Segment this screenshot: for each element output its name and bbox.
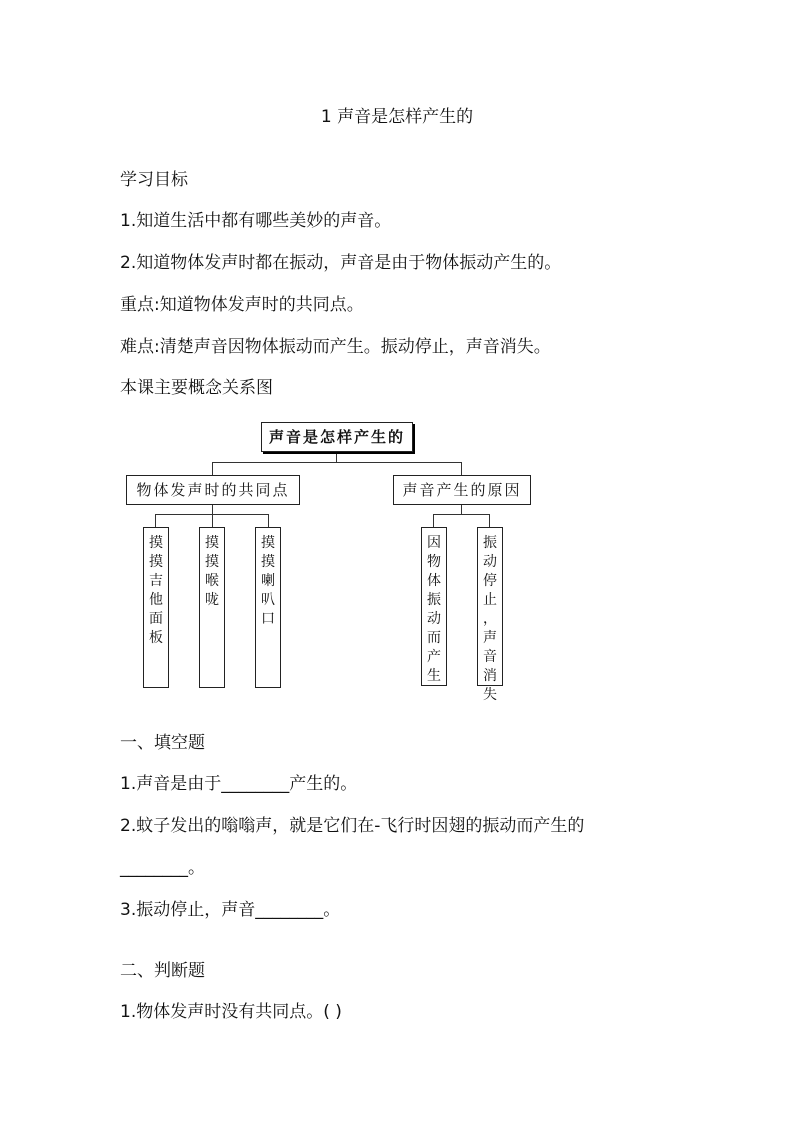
concept-left-box: 物体发声时的共同点 xyxy=(126,475,300,505)
connector xyxy=(212,462,213,475)
concept-right-box: 声音产生的原因 xyxy=(393,475,531,505)
concept-leaf-box xyxy=(477,527,503,703)
connector xyxy=(268,514,269,527)
concept-leaf-box xyxy=(143,527,169,688)
objective-item: 2.知道物体发声时都在振动，声音是由于物体振动产生的。 xyxy=(120,253,562,273)
judge-heading: 二、判断题 xyxy=(120,961,205,981)
concept-leaf-label: 因 物 体 振 动 而 产 生 xyxy=(427,535,441,684)
objectives-heading: 学习目标 xyxy=(120,170,188,190)
objective-item: 1.知道生活中都有哪些美妙的声音。 xyxy=(120,211,392,231)
connector xyxy=(212,514,213,527)
concept-leaf-box xyxy=(255,527,281,688)
fill-blank-question: 1.声音是由于________产生的。 xyxy=(120,774,358,794)
concept-leaf-label: 摸 摸 吉 他 面 板 xyxy=(149,535,163,646)
key-point: 重点:知道物体发声时的共同点。 xyxy=(120,295,364,315)
connector xyxy=(489,514,490,527)
connector xyxy=(433,514,490,515)
concept-leaf-label: 摸 摸 喇 叭 口 xyxy=(261,535,275,627)
concept-leaf-box xyxy=(199,527,225,688)
concept-leaf-label: 振 动 停 止 ， 声 音 消 失 xyxy=(483,535,497,703)
connector xyxy=(461,462,462,475)
difficulty: 难点:清楚声音因物体振动而产生。振动停止，声音消失。 xyxy=(120,337,551,357)
fill-blank-heading: 一、填空题 xyxy=(120,733,205,753)
page-title: 1 声音是怎样产生的 xyxy=(320,107,474,127)
connector xyxy=(155,514,156,527)
connector xyxy=(433,514,434,527)
concept-map-heading: 本课主要概念关系图 xyxy=(120,378,273,398)
judge-question: 1.物体发声时没有共同点。( ) xyxy=(120,1002,342,1022)
fill-blank-question-cont: ________。 xyxy=(120,858,205,878)
concept-leaf-label: 摸 摸 喉 咙 xyxy=(205,535,219,608)
connector xyxy=(212,462,462,463)
fill-blank-question: 3.振动停止，声音________。 xyxy=(120,900,341,920)
concept-root-box: 声音是怎样产生的 xyxy=(261,422,413,452)
fill-blank-question: 2.蚊子发出的嗡嗡声，就是它们在-飞行时因翅的振动而产生的 xyxy=(120,816,585,836)
concept-leaf-box xyxy=(421,527,447,686)
